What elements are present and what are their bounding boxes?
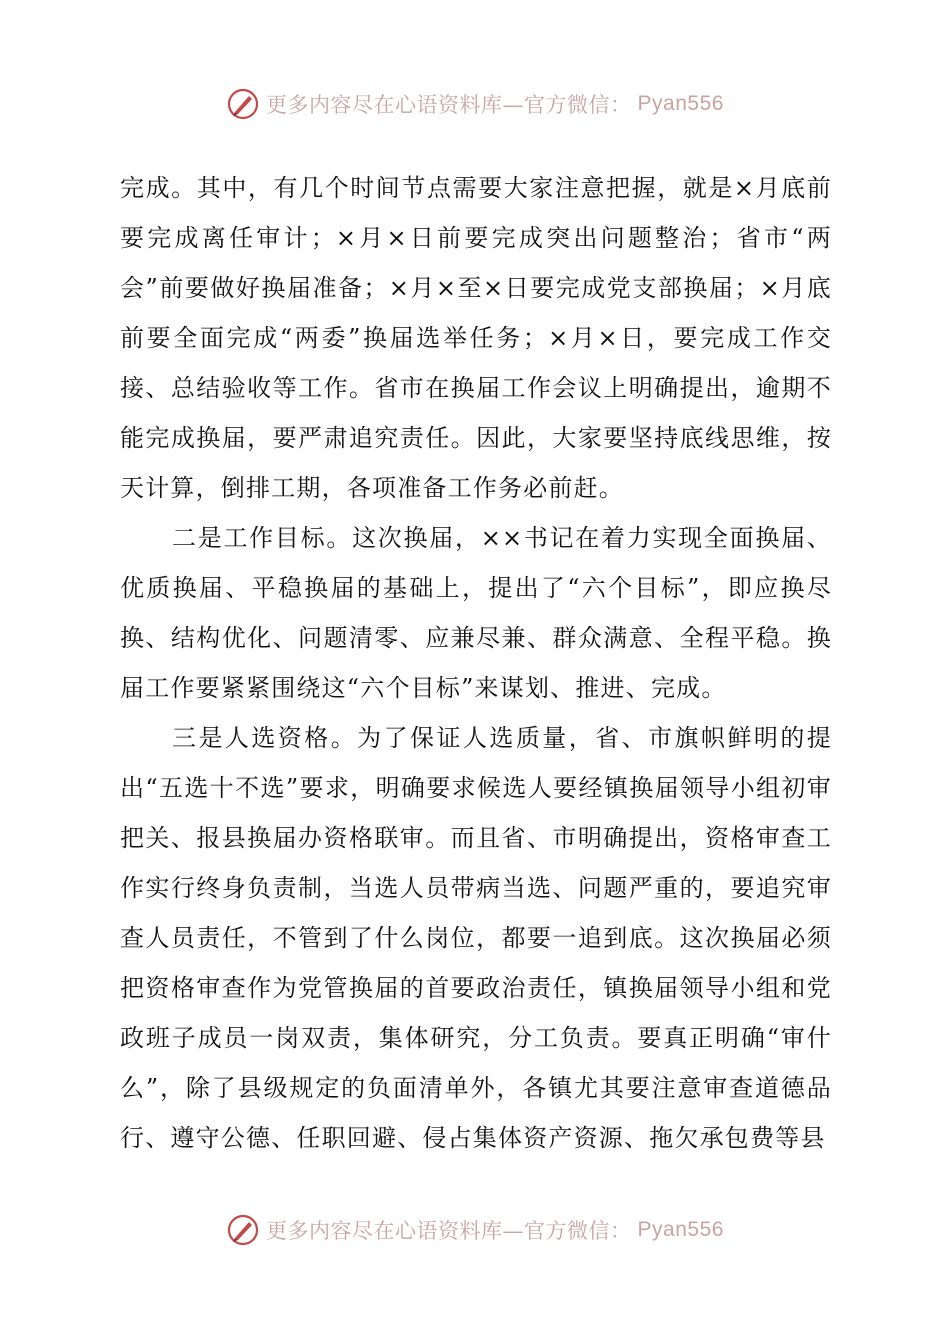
watermark-text: 更多内容尽在心语资料库—官方微信：	[266, 93, 632, 117]
watermark-handle: Pyan556	[637, 1218, 724, 1241]
paragraph-3: 三是人选资格。为了保证人选质量，省、市旗帜鲜明的提出“五选十不选”要求，明确要求候选人要经镇换届领导小组初审把关、报县换届办资格联审。而且省、市明确提出，资格审查工作实行终身负责制，当选人员带病当选、问题严重的，要追究审查人员责任，不管到了什么岗位，都要一追到底。这次换届必须把资格审查作为党管换届的首要政治责任，镇换届领导小组和党政班子成员一岗双责，集体研究，分工负责。要真正明确“审什么”，除了县级规定的负面清单外，各镇尤其要注意审查道德品行、遵守公德、任职回避、侵占集体资产资源、拖欠承包费等县	[120, 724, 832, 1152]
pen-quill-logo-icon	[226, 87, 260, 121]
footer-watermark	[0, 1210, 950, 1250]
document-body	[120, 163, 832, 1163]
paragraph-2: 二是工作目标。这次换届，××书记在着力实现全面换届、优质换届、平稳换届的基础上，提出了“六个目标”，即应换尽换、结构优化、问题清零、应兼尽兼、群众满意、全程平稳。换届工作要紧紧围绕这“六个目标”来谋划、推进、完成。	[120, 524, 832, 702]
watermark-handle: Pyan556	[637, 92, 724, 115]
paragraph-1: 完成。其中，有几个时间节点需要大家注意把握，就是×月底前要完成离任审计；×月×日前要完成突出问题整治；省市“两会”前要做好换届准备；×月×至×日要完成党支部换届；×月底前要全面完成“两委”换届选举任务；×月×日，要完成工作交接、总结验收等工作。省市在换届工作会议上明确提出，逾期不能完成换届，要严肃追究责任。因此，大家要坚持底线思维，按天计算，倒排工期，各项准备工作务必前赶。	[120, 174, 832, 502]
watermark-text: 更多内容尽在心语资料库—官方微信：	[266, 1219, 632, 1243]
pen-quill-logo-icon	[226, 1213, 260, 1247]
header-watermark	[0, 84, 950, 124]
